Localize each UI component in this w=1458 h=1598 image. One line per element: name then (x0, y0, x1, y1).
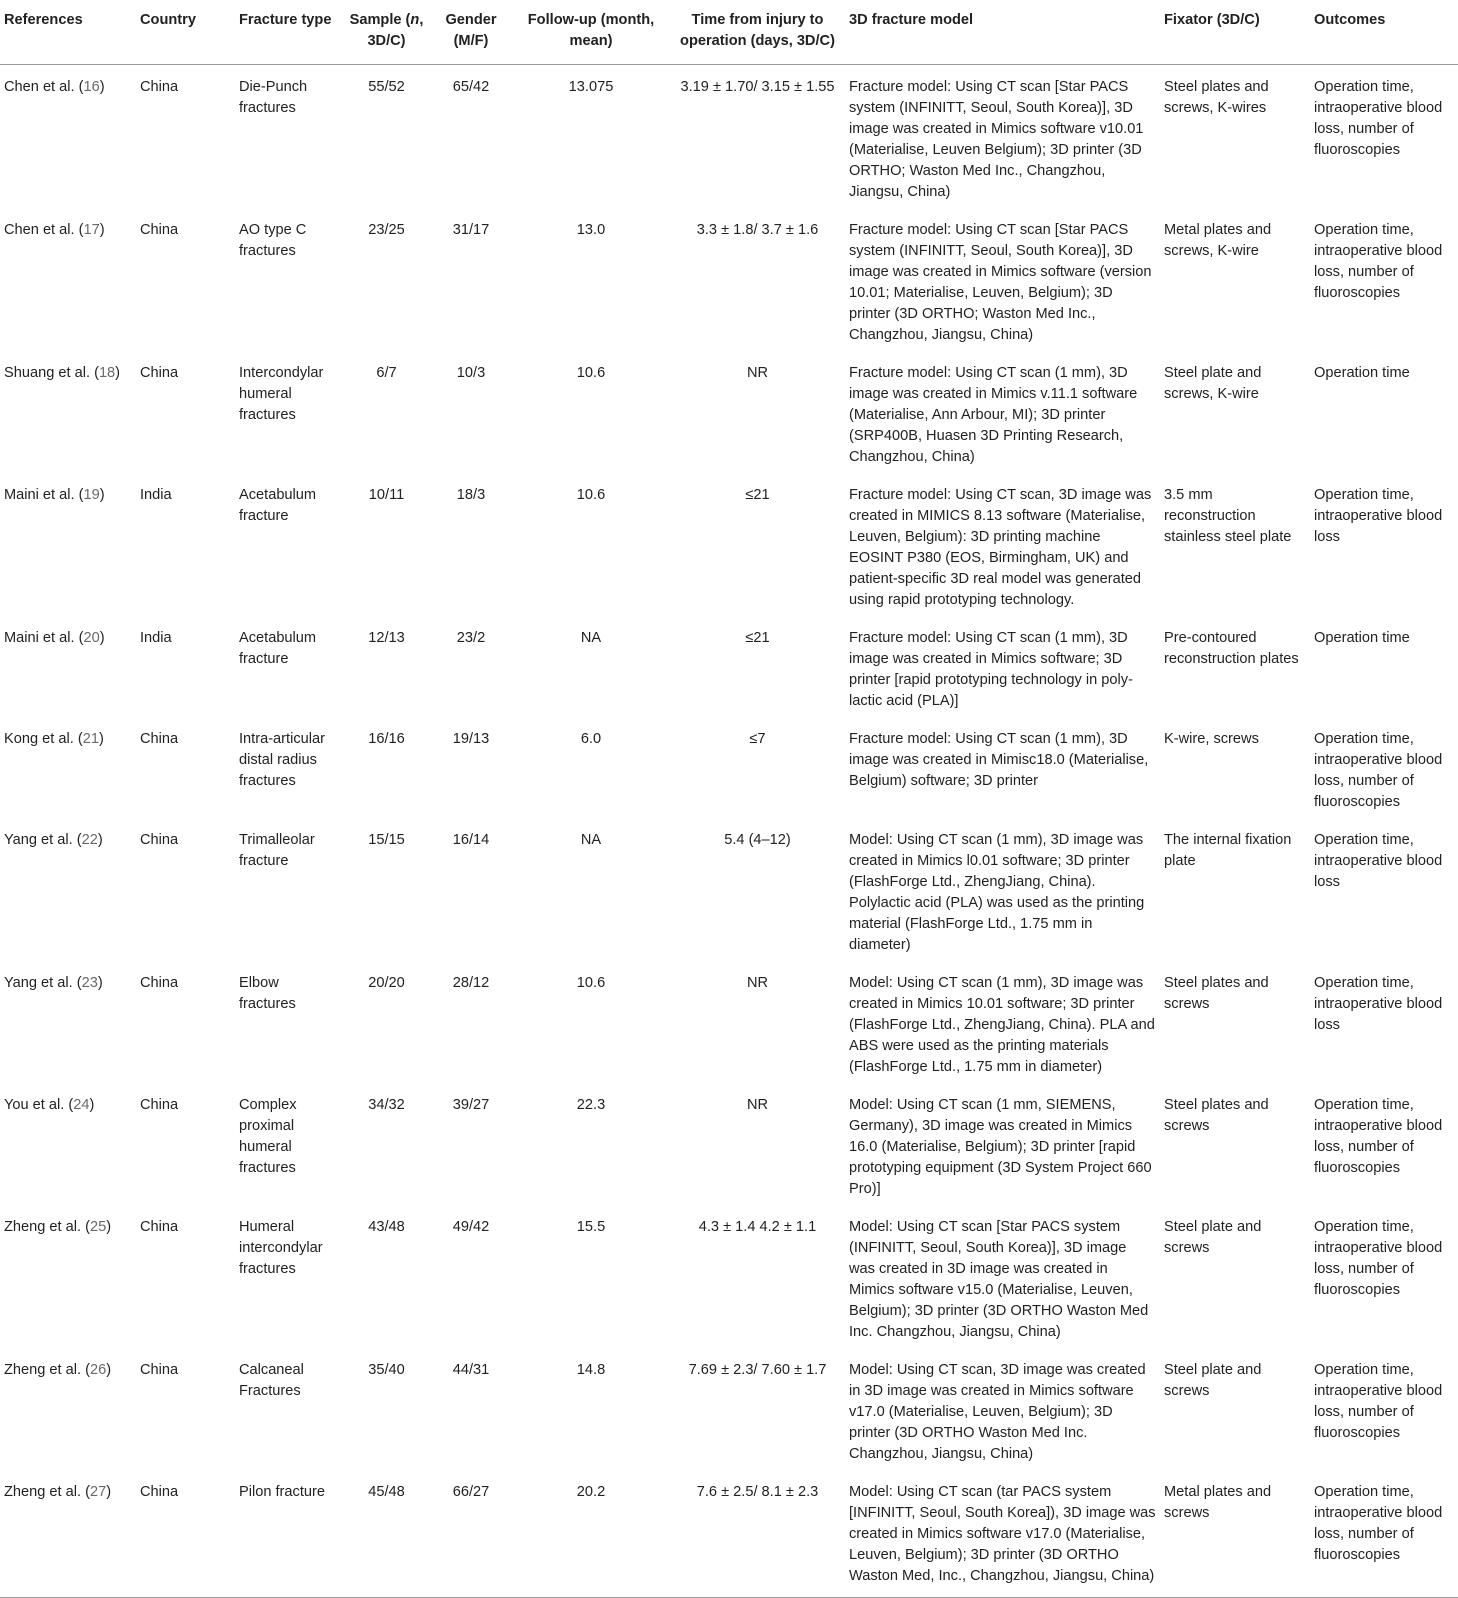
outcomes-cell: Operation time, intraoperative blood loss (1314, 975, 1443, 1033)
followup-cell: 22.3 (576, 1097, 606, 1113)
followup-cell: 10.6 (576, 487, 606, 503)
table-row (0, 351, 1458, 473)
time-cell: ≤7 (749, 731, 766, 747)
reference-cell (0, 616, 136, 717)
reference-cell (0, 961, 136, 1083)
gender-cell: 23/2 (456, 630, 486, 646)
table-row (0, 1348, 1458, 1470)
time-cell: ≤21 (745, 630, 770, 646)
fracture-type-cell: Humeral intercondylar fractures (239, 1219, 323, 1277)
country-cell: China (140, 1219, 179, 1235)
fixator-cell: Steel plates and screws (1164, 975, 1269, 1012)
model-cell: Model: Using CT scan (1 mm), 3D image was created in Mimics l0.01 software; 3D printer (FlashForge Ltd., ZhengJiang, China). Polylactic acid (PLA) was used as the printing material (FlashForge Ltd., 1.75 mm in diameter) (849, 832, 1145, 953)
model-cell: Model: Using CT scan [Star PACS system (INFINITT, Seoul, South Korea)], 3D image was created in 3D image was created in Mimics software v15.0 (Materialise, Leuven, Belgium); 3D printer (3D ORTHO Waston Med Inc. Changzhou, Jiangsu, China) (849, 1219, 1149, 1340)
reference-link[interactable]: 25 (90, 1219, 107, 1235)
reference-link[interactable]: 22 (81, 832, 98, 848)
time-cell: 3.19 ± 1.70/ 3.15 ± 1.55 (680, 79, 835, 95)
fixator-cell: Steel plate and screws (1164, 1362, 1262, 1399)
gender-cell: 66/27 (430, 1470, 512, 1598)
col-outcomes: Outcomes (1310, 0, 1458, 65)
sample-cell: 12/13 (368, 630, 405, 646)
outcomes-cell: Operation time, intraoperative blood loss, number of fluoroscopies (1314, 222, 1443, 301)
fixator-cell: Steel plate and screws (1164, 1219, 1262, 1256)
table-row (0, 1083, 1458, 1205)
time-cell: NR (746, 1097, 769, 1113)
followup-cell: 20.2 (512, 1470, 670, 1598)
reference-author: Yang et al. ( (4, 975, 82, 991)
table-row (0, 473, 1458, 616)
table-row (0, 717, 1458, 818)
reference-link[interactable]: 23 (81, 975, 98, 991)
gender-cell: 31/17 (452, 222, 490, 238)
reference-link[interactable]: 24 (73, 1097, 90, 1113)
col-country: Country (136, 0, 235, 65)
followup-cell: 15.5 (576, 1219, 606, 1235)
fixator-cell: Metal plates and screws, K-wire (1164, 222, 1272, 259)
time-cell: 7.69 ± 2.3/ 7.60 ± 1.7 (688, 1362, 827, 1378)
time-cell: NR (746, 365, 769, 381)
fixator-cell: Steel plates and screws, K-wires (1164, 79, 1269, 116)
header-row (0, 0, 1458, 65)
time-cell: NR (746, 975, 769, 991)
reference-author: Zheng et al. ( (4, 1484, 90, 1500)
reference-cell (0, 717, 136, 818)
followup-cell: 10.6 (576, 365, 606, 381)
reference-author: Shuang et al. ( (4, 365, 99, 381)
fracture-type-cell: Die-Punch fractures (239, 79, 308, 116)
gender-cell: 44/31 (452, 1362, 490, 1378)
model-cell: Model: Using CT scan (1 mm), 3D image was created in Mimics 10.01 software; 3D printer (FlashForge Ltd., ZhengJiang, China). PLA and ABS were used as the printing materials (FlashForge Ltd., 1.75 mm in diameter) (849, 975, 1155, 1075)
sample-cell: 43/48 (368, 1219, 405, 1235)
reference-cell (0, 1083, 136, 1205)
outcomes-cell: Operation time, intraoperative blood loss (1314, 832, 1443, 890)
outcomes-cell: Operation time, intraoperative blood loss, number of fluoroscopies (1314, 1362, 1443, 1441)
sample-cell: 35/40 (368, 1362, 405, 1378)
time-cell: 4.3 ± 1.4 4.2 ± 1.1 (698, 1219, 817, 1235)
model-cell: Fracture model: Using CT scan (1 mm), 3D image was created in Mimics v.11.1 software (Materialise, Ann Arbour, MI); 3D printer (SRP400B, Huasen 3D Printing Research, Changzhou, China) (849, 365, 1138, 465)
reference-author: Maini et al. ( (4, 630, 84, 646)
gender-cell: 16/14 (452, 832, 490, 848)
reference-close: ) (99, 487, 105, 503)
fracture-type-cell: Intercondylar humeral fractures (239, 365, 324, 423)
fixator-cell: The internal fixation plate (1164, 832, 1292, 869)
reference-author: You et al. ( (4, 1097, 74, 1113)
reference-close: ) (99, 630, 105, 646)
sample-cell: 23/25 (368, 222, 405, 238)
country-cell: China (140, 79, 179, 95)
sample-cell: 10/11 (368, 487, 405, 503)
time-cell: ≤21 (745, 487, 770, 503)
reference-cell (0, 818, 136, 961)
reference-close: ) (99, 79, 105, 95)
time-cell: 5.4 (4–12) (724, 832, 791, 848)
reference-author: Yang et al. ( (4, 832, 82, 848)
gender-cell: 39/27 (452, 1097, 490, 1113)
gender-cell: 28/12 (452, 975, 490, 991)
outcomes-cell: Operation time (1314, 630, 1410, 646)
gender-cell: 10/3 (456, 365, 486, 381)
col-followup: Follow-up (month, mean) (512, 0, 670, 65)
fracture-type-cell: Intra-articular distal radius fractures (239, 731, 325, 789)
table-row (0, 65, 1458, 209)
followup-cell: NA (580, 630, 602, 646)
country-cell: China (136, 1470, 235, 1598)
col-gender: Gender (M/F) (430, 0, 512, 65)
outcomes-cell: Operation time, intraoperative blood loss, number of fluoroscopies (1314, 731, 1443, 810)
fracture-type-cell: Calcaneal Fractures (239, 1362, 304, 1399)
reference-link[interactable]: 27 (90, 1484, 107, 1500)
fracture-type-cell: Pilon fracture (235, 1470, 343, 1598)
reference-close: ) (106, 1219, 112, 1235)
time-cell: 7.6 ± 2.5/ 8.1 ± 2.3 (670, 1470, 845, 1598)
fracture-type-cell: Elbow fractures (239, 975, 296, 1012)
country-cell: China (140, 222, 179, 238)
table-row (0, 818, 1458, 961)
col-sample: Sample (n, 3D/C) (343, 0, 430, 65)
reference-link[interactable]: 18 (98, 365, 116, 381)
reference-link[interactable]: 20 (83, 630, 100, 646)
sample-cell: 20/20 (368, 975, 405, 991)
model-cell: Model: Using CT scan (1 mm, SIEMENS, Germany), 3D image was created in Mimics 16.0 (Materialise, Belgium); 3D printer [rapid prototyping equipment (3D System Project 660 Pro)] (849, 1097, 1152, 1197)
sample-cell: 15/15 (368, 832, 405, 848)
reference-link[interactable]: 17 (83, 222, 100, 238)
outcomes-cell: Operation time (1314, 365, 1410, 381)
followup-cell: 14.8 (576, 1362, 606, 1378)
reference-close: ) (106, 1362, 112, 1378)
model-cell: Model: Using CT scan, 3D image was created in 3D image was created in Mimics software v17.0 (Materialise, Leuven, Belgium); 3D printer (3D ORTHO Waston Med Inc. Changzhou, Jiangsu, China) (849, 1362, 1146, 1462)
fracture-type-cell: Acetabulum fracture (239, 487, 317, 524)
reference-cell (0, 1470, 136, 1598)
fixator-cell: Steel plate and screws, K-wire (1164, 365, 1262, 402)
model-cell: Fracture model: Using CT scan, 3D image was created in MIMICS 8.13 software (Materialise, Leuven, Belgium): 3D printing machine EOSINT P380 (EOS, Birmingham, UK) and patient-specific 3D real model was generated using rapid prototyping technology. (849, 487, 1152, 608)
country-cell: China (140, 975, 179, 991)
sample-cell: 55/52 (368, 79, 405, 95)
table-row (0, 961, 1458, 1083)
model-cell: Fracture model: Using CT scan [Star PACS system (INFINITT, Seoul, South Korea)], 3D image was created in Mimics software v10.01 (Materialise, Leuven Belgium); 3D printer (3D ORTHO; Waston Med Inc., Changzhou, Jiangsu, China) (849, 79, 1144, 200)
sample-cell: 16/16 (368, 731, 405, 747)
fracture-type-cell: AO type C fractures (239, 222, 307, 259)
reference-author: Maini et al. ( (4, 487, 84, 503)
reference-close: ) (98, 731, 104, 747)
col-model: 3D fracture model (845, 0, 1160, 65)
reference-close: ) (99, 222, 105, 238)
table-row (0, 1205, 1458, 1348)
country-cell: China (140, 731, 179, 747)
fixator-cell: 3.5 mm reconstruction stainless steel plate (1164, 487, 1292, 545)
fracture-type-cell: Trimalleolar fracture (239, 832, 315, 869)
fixator-cell: Pre-contoured reconstruction plates (1164, 630, 1299, 667)
reference-close: ) (106, 1484, 112, 1500)
followup-cell: 13.075 (568, 79, 614, 95)
followup-cell: 13.0 (576, 222, 606, 238)
fixator-cell: K-wire, screws (1164, 731, 1259, 747)
fracture-type-cell: Acetabulum fracture (239, 630, 317, 667)
reference-author: Chen et al. ( (4, 79, 84, 95)
time-cell: 3.3 ± 1.8/ 3.7 ± 1.6 (696, 222, 819, 238)
gender-cell: 49/42 (452, 1219, 490, 1235)
reference-link[interactable]: 19 (83, 487, 100, 503)
reference-cell (0, 208, 136, 351)
model-cell: Fracture model: Using CT scan [Star PACS system (INFINITT, Seoul, South Korea)], 3D image was created in Mimics software (version 10.01; Materialise, Leuven, Belgium); 3D printer (3D ORTHO; Waston Med Inc., Changzhou, Jiangsu, China) (849, 222, 1152, 343)
reference-close: ) (97, 832, 103, 848)
table-row (0, 1470, 1458, 1598)
country-cell: India (140, 487, 172, 503)
gender-cell: 65/42 (452, 79, 490, 95)
country-cell: China (140, 1097, 179, 1113)
followup-cell: 10.6 (576, 975, 606, 991)
table-row (0, 616, 1458, 717)
col-time: Time from injury to operation (days, 3D/C) (670, 0, 845, 65)
reference-cell (0, 473, 136, 616)
reference-link[interactable]: 16 (83, 79, 100, 95)
gender-cell: 19/13 (452, 731, 490, 747)
country-cell: China (140, 832, 179, 848)
outcomes-cell: Operation time, intraoperative blood loss, number of fluoroscopies (1314, 1219, 1443, 1298)
gender-cell: 18/3 (456, 487, 486, 503)
followup-cell: NA (580, 832, 602, 848)
reference-close: ) (115, 365, 121, 381)
model-cell: Model: Using CT scan (tar PACS system [INFINITT, Seoul, South Korea]), 3D image was created in Mimics software v17.0 (Materialise, Leuven, Belgium); 3D printer (3D ORTHO Waston Med, Inc., Changzhou, Jiangsu, China) (845, 1470, 1160, 1598)
reference-link[interactable]: 21 (82, 731, 99, 747)
reference-cell (0, 65, 136, 209)
fixator-cell: Metal plates and screws (1160, 1470, 1310, 1598)
outcomes-cell: Operation time, intraoperative blood loss (1314, 487, 1443, 545)
reference-cell (0, 351, 136, 473)
reference-author: Zheng et al. ( (4, 1219, 90, 1235)
reference-cell (0, 1348, 136, 1470)
sample-cell: 6/7 (376, 365, 397, 381)
sample-cell: 34/32 (368, 1097, 405, 1113)
model-cell: Fracture model: Using CT scan (1 mm), 3D image was created in Mimisc18.0 (Materialise, Belgium) software; 3D printer (849, 731, 1149, 789)
reference-author: Zheng et al. ( (4, 1362, 90, 1378)
col-references: References (0, 0, 136, 65)
fracture-type-cell: Complex proximal humeral fractures (239, 1097, 297, 1176)
table-row (0, 208, 1458, 351)
outcomes-cell: Operation time, intraoperative blood loss, number of fluoroscopies (1314, 79, 1443, 158)
reference-link[interactable]: 26 (90, 1362, 107, 1378)
reference-author: Kong et al. ( (4, 731, 83, 747)
outcomes-cell: Operation time, intraoperative blood loss, number of fluoroscopies (1310, 1470, 1458, 1598)
reference-author: Chen et al. ( (4, 222, 84, 238)
followup-cell: 6.0 (580, 731, 602, 747)
reference-close: ) (97, 975, 103, 991)
reference-cell (0, 1205, 136, 1348)
col-fracture-type: Fracture type (235, 0, 343, 65)
country-cell: India (140, 630, 172, 646)
model-cell: Fracture model: Using CT scan (1 mm), 3D image was created in Mimics software; 3D printer [rapid prototyping technology in poly-lactic acid (PLA)] (849, 630, 1133, 709)
fixator-cell: Steel plates and screws (1164, 1097, 1269, 1134)
country-cell: China (140, 365, 179, 381)
col-fixator: Fixator (3D/C) (1160, 0, 1310, 65)
country-cell: China (140, 1362, 179, 1378)
sample-cell: 45/48 (343, 1470, 430, 1598)
outcomes-cell: Operation time, intraoperative blood loss, number of fluoroscopies (1314, 1097, 1443, 1176)
reference-close: ) (89, 1097, 95, 1113)
